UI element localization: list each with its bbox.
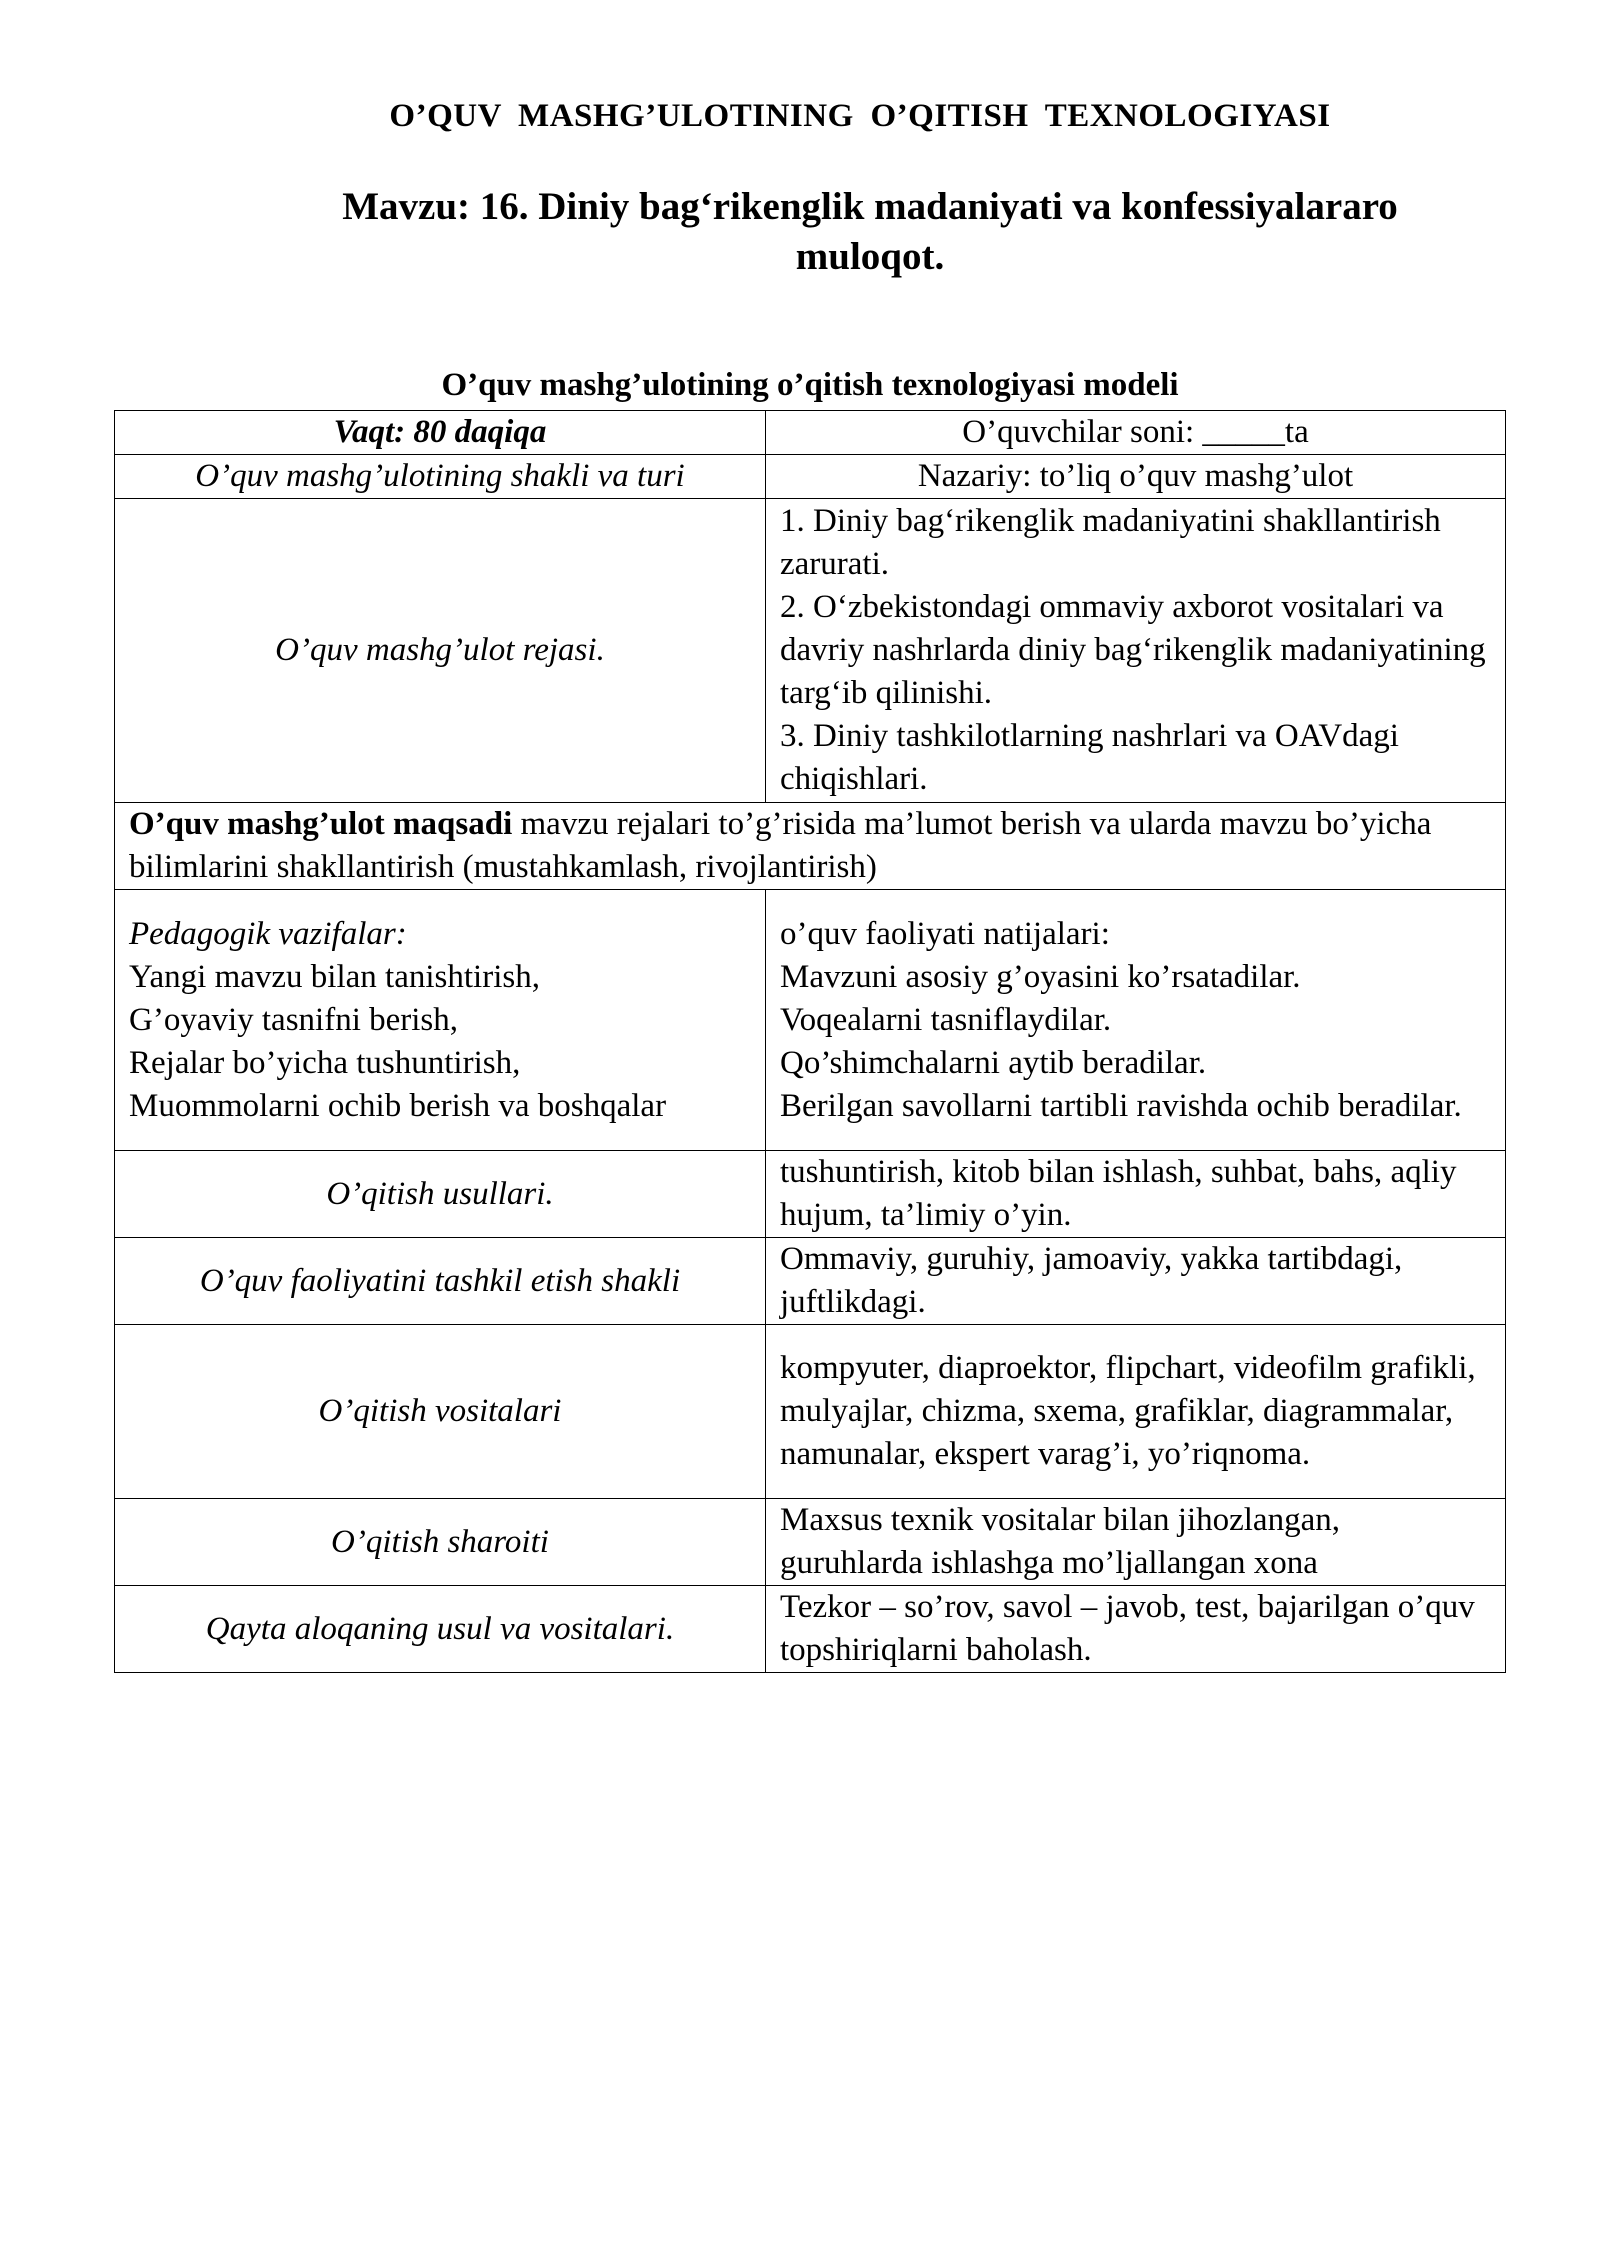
result-item: Mavzuni asosiy g’oyasini ko’rsatadilar. (780, 958, 1301, 995)
means-value-cell: kompyuter, diaproektor, flipchart, videofilm grafikli, mulyajlar, chizma, sxema, grafiklar, diagrammalar, namunalar, ekspert varag’i, yo’riqnoma. (766, 1325, 1506, 1499)
goal-text: mavzu rejalari to’g’risida ma’lumot berish va ularda mavzu bo’yicha bilimlarini shakllantirish (mustahkamlash, rivojlantirish) (129, 806, 1432, 885)
table-caption: O’quv mashg’ulotining o’qitish texnologiyasi modeli (441, 367, 1179, 403)
goal-cell (115, 803, 1506, 890)
results-heading: o’quv faoliyati natijalari: (780, 915, 1110, 952)
tasks-heading: Pedagogik vazifalar: (129, 915, 407, 952)
table-row (115, 1151, 1506, 1238)
students-cell: O’quvchilar soni: _____ta (766, 411, 1506, 455)
table-row (115, 1325, 1506, 1499)
result-item: Voqealarni tasniflaydilar. (780, 1001, 1112, 1038)
table-row (115, 1586, 1506, 1673)
table-row (115, 455, 1506, 499)
topic-line-1: Mavzu: 16. Diniy bag‘rikenglik madaniyati va konfessiyalararo (342, 185, 1398, 228)
methods-value-cell: tushuntirish, kitob bilan ishlash, suhbat, bahs, aqliy hujum, ta’limiy o’yin. (766, 1151, 1506, 1238)
org-label-cell: O’quv faoliyatini tashkil etish shakli (115, 1238, 766, 1325)
feedback-value-cell: Tezkor – so’rov, savol – javob, test, bajarilgan o’quv topshiriqlarni baholash. (766, 1586, 1506, 1673)
plan-item: 3. Diniy tashkilotlarning nashrlari va OAVdagi chiqishlari. (780, 718, 1399, 797)
means-label-cell: O’qitish vositalari (115, 1325, 766, 1499)
feedback-label-cell: Qayta aloqaning usul va vositalari. (115, 1586, 766, 1673)
table-row (115, 890, 1506, 1151)
form-value-cell: Nazariy: to’liq o’quv mashg’ulot (766, 455, 1506, 499)
document-title: O’QUV MASHG’ULOTINING O’QITISH TEXNOLOGIYASI (389, 98, 1331, 134)
task-item: G’oyaviy tasnifni berish, (129, 1001, 459, 1038)
goal-label: O’quv mashg’ulot maqsadi (129, 806, 513, 842)
org-value-cell: Ommaviy, guruhiy, jamoaviy, yakka tartibdagi, juftlikdagi. (766, 1238, 1506, 1325)
methods-label-cell: O’qitish usullari. (115, 1151, 766, 1238)
result-item: Berilgan savollarni tartibli ravishda ochib beradilar. (780, 1087, 1462, 1124)
task-item: Muommolarni ochib berish va boshqalar (129, 1087, 667, 1124)
technology-model-table (114, 410, 1506, 1673)
plan-items-cell (766, 499, 1506, 803)
table-row (115, 1499, 1506, 1586)
conditions-value-cell: Maxsus texnik vositalar bilan jihozlangan, guruhlarda ishlashga mo’ljallangan xona (766, 1499, 1506, 1586)
table-row (115, 1238, 1506, 1325)
time-cell: Vaqt: 80 daqiqa (115, 411, 766, 455)
topic-heading (250, 182, 1490, 282)
task-item: Rejalar bo’yicha tushuntirish, (129, 1044, 521, 1081)
topic-line-2: muloqot. (795, 235, 945, 278)
results-cell (766, 890, 1506, 1151)
plan-label-cell: O’quv mashg’ulot rejasi. (115, 499, 766, 803)
plan-item: 2. O‘zbekistondagi ommaviy axborot vositalari va davriy nashrlarda diniy bag‘rikenglik madaniyatining targ‘ib qilinishi. (780, 589, 1486, 711)
task-item: Yangi mavzu bilan tanishtirish, (129, 958, 540, 995)
plan-item: 1. Diniy bag‘rikenglik madaniyatini shakllantirish zarurati. (780, 503, 1441, 582)
table-row (115, 803, 1506, 890)
table-row (115, 411, 1506, 455)
form-label-cell: O’quv mashg’ulotining shakli va turi (115, 455, 766, 499)
tasks-cell (115, 890, 766, 1151)
result-item: Qo’shimchalarni aytib beradilar. (780, 1044, 1207, 1081)
conditions-label-cell: O’qitish sharoiti (115, 1499, 766, 1586)
table-row (115, 499, 1506, 803)
